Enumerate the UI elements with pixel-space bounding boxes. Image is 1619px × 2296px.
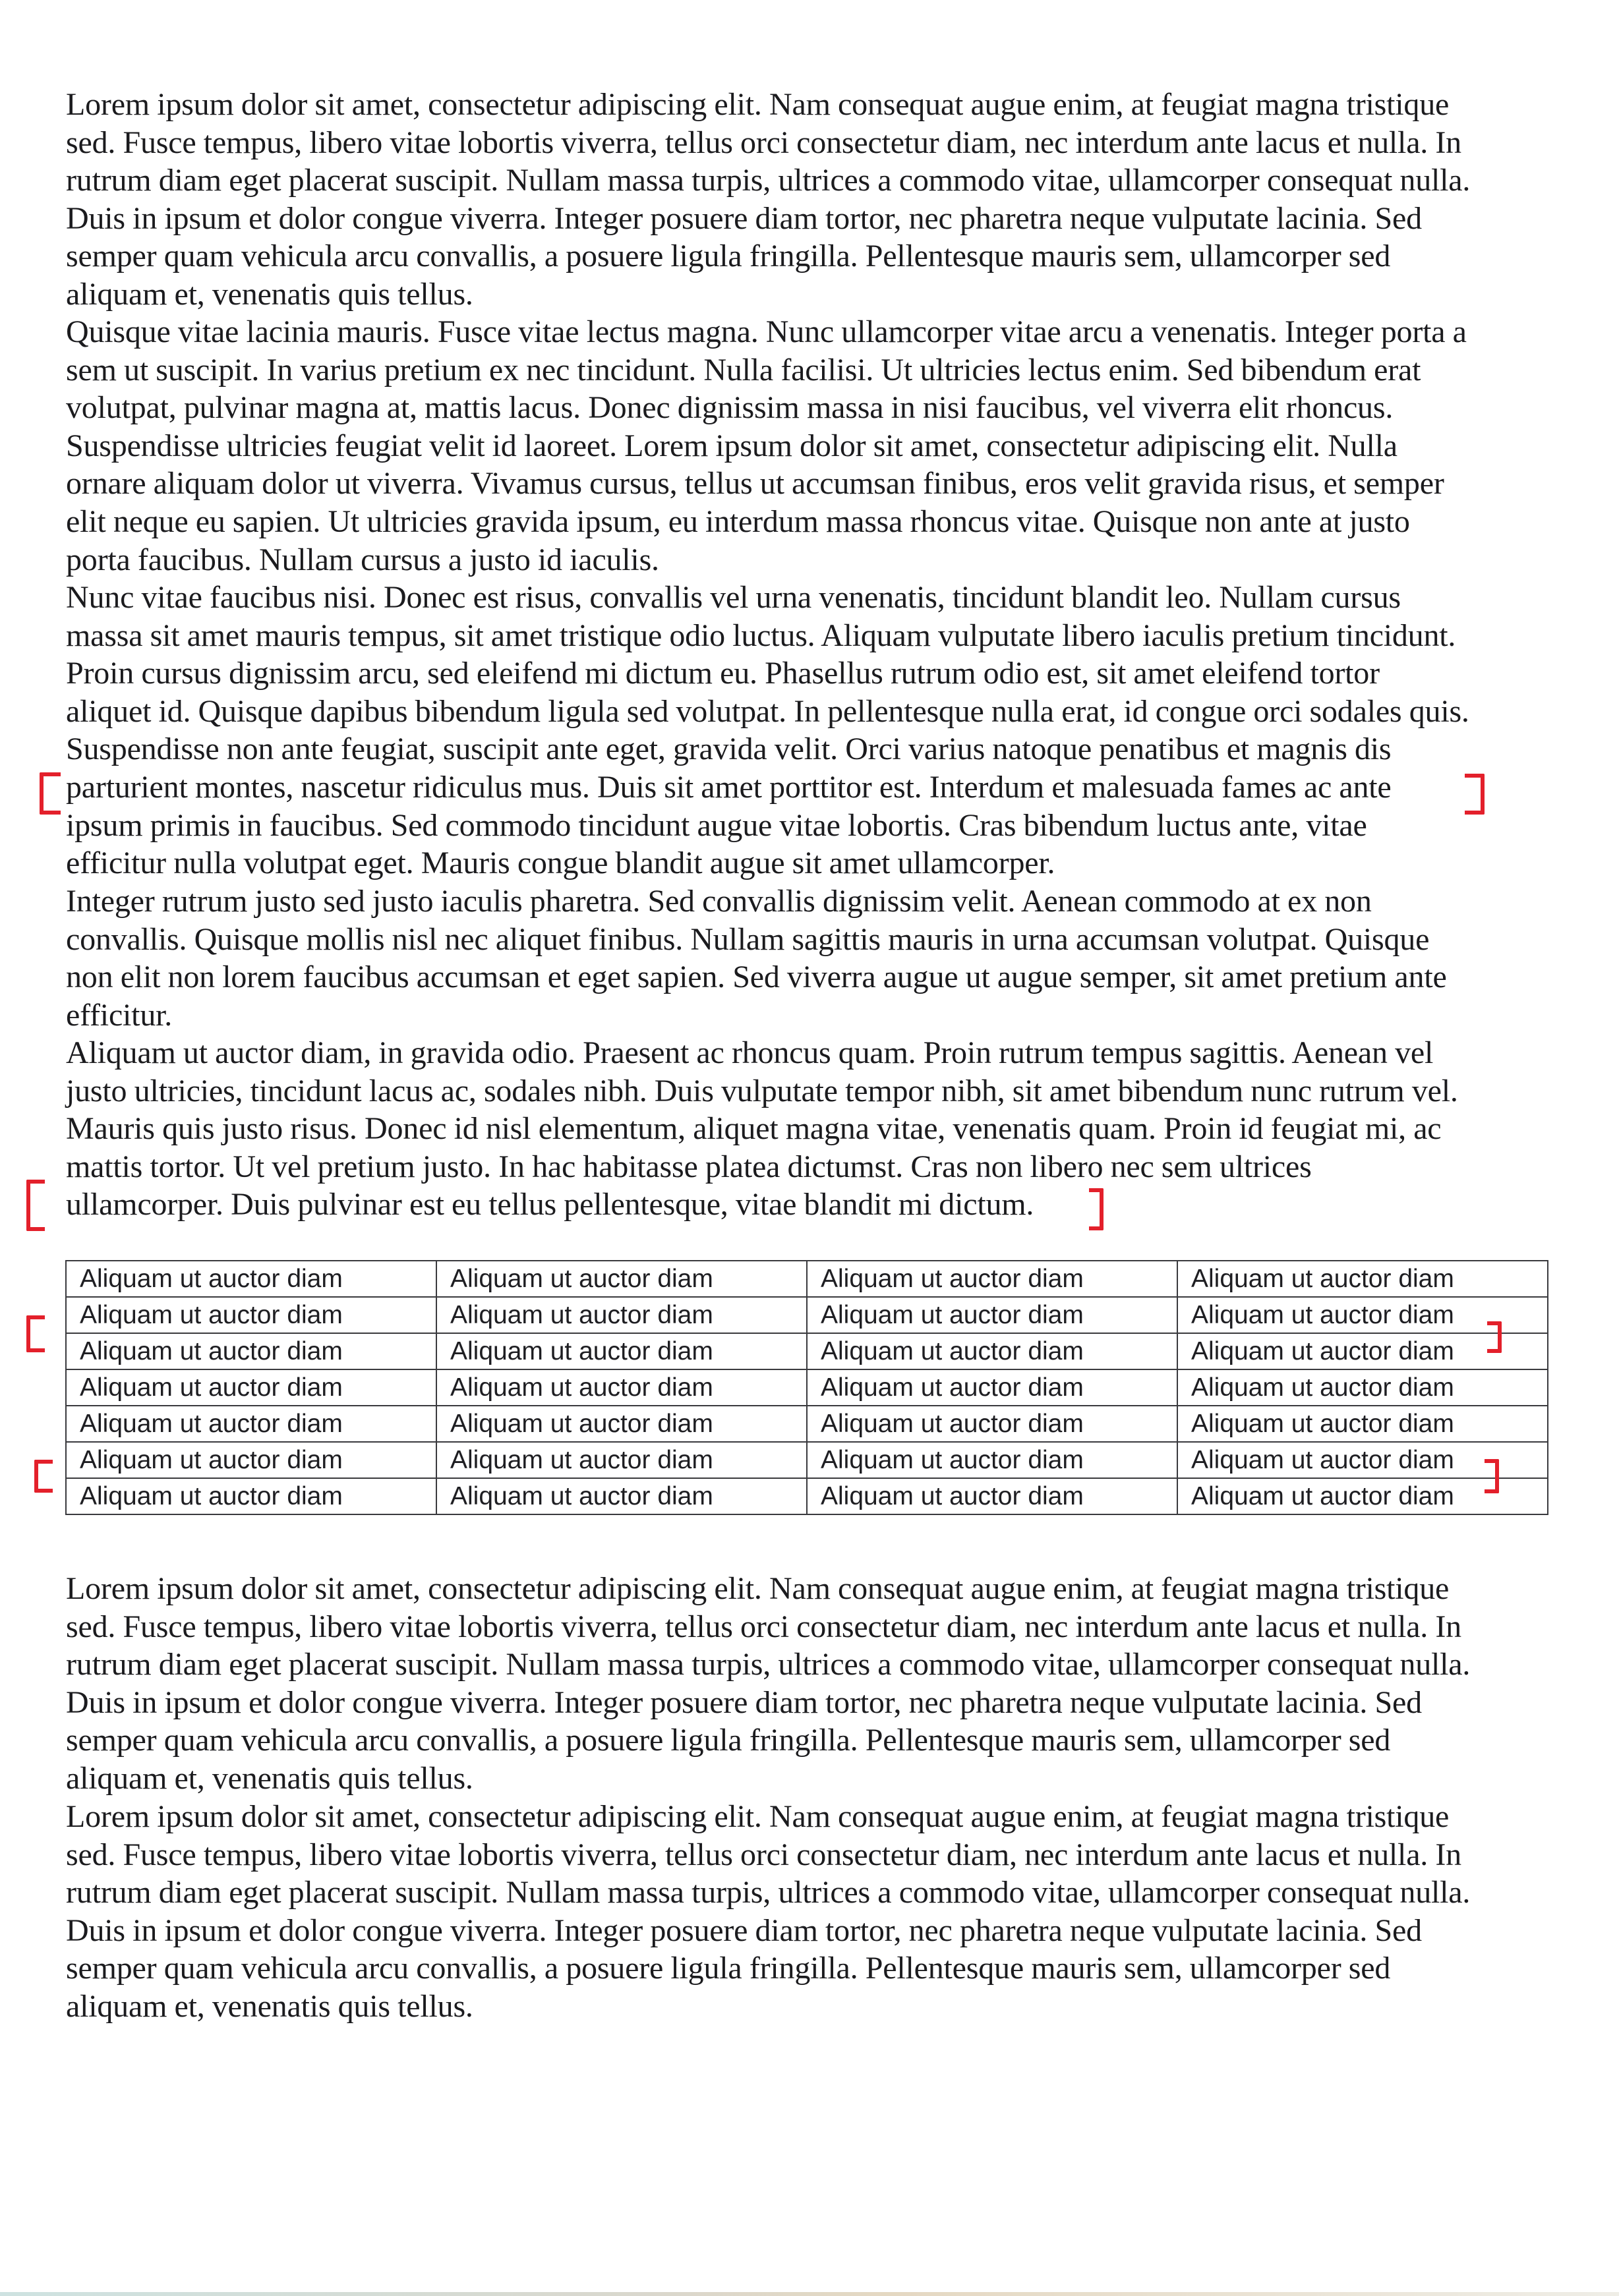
- table-row: [66, 1406, 1548, 1442]
- text-line: semper quam vehicula arcu convallis, a posuere ligula fringilla. Pellentesque mauris sem, ullamcorper sed: [66, 1723, 1391, 1758]
- table-cell: Aliquam ut auctor diam: [66, 1478, 436, 1514]
- table-cell: Aliquam ut auctor diam: [436, 1406, 807, 1442]
- right-bracket-mark-icon: [1487, 1321, 1502, 1353]
- table-cell: Aliquam ut auctor diam: [66, 1369, 436, 1406]
- table-cell: Aliquam ut auctor diam: [436, 1333, 807, 1369]
- text-line: sed. Fusce tempus, libero vitae lobortis viverra, tellus orci consectetur diam, nec interdum ante lacus et nulla. In: [66, 1609, 1461, 1644]
- text-line: ipsum primis in faucibus. Sed commodo tincidunt augue vitae lobortis. Cras bibendum luctus ante, vitae: [66, 807, 1367, 843]
- table-cell: Aliquam ut auctor diam: [807, 1297, 1177, 1333]
- table-row: [66, 1478, 1548, 1514]
- right-bracket-mark-icon: [1465, 774, 1485, 815]
- table-cell: Aliquam ut auctor diam: [807, 1478, 1177, 1514]
- text-line: rutrum diam eget placerat suscipit. Nullam massa turpis, ultrices a commodo vitae, ullamcorper consequat nulla.: [66, 1647, 1471, 1682]
- text-line: porta faucibus. Nullam cursus a justo id iaculis.: [66, 542, 659, 577]
- table-row: [66, 1333, 1548, 1369]
- text-line: ornare aliquam dolor ut viverra. Vivamus cursus, tellus ut accumsan finibus, eros velit gravida risus, et semper: [66, 466, 1444, 502]
- table-cell: Aliquam ut auctor diam: [1177, 1333, 1548, 1369]
- text-line: aliquam et, venenatis quis tellus.: [66, 1988, 473, 2024]
- paragraph-3: [66, 579, 1582, 882]
- table-cell: Aliquam ut auctor diam: [66, 1297, 436, 1333]
- table-cell: Aliquam ut auctor diam: [1177, 1406, 1548, 1442]
- text-line: sed. Fusce tempus, libero vitae lobortis viverra, tellus orci consectetur diam, nec interdum ante lacus et nulla. In: [66, 1837, 1461, 1872]
- text-line: efficitur nulla volutpat eget. Mauris congue blandit augue sit amet ullamcorper.: [66, 846, 1055, 881]
- text-line: Lorem ipsum dolor sit amet, consectetur adipiscing elit. Nam consequat augue enim, at feugiat magna tristique: [66, 1571, 1450, 1606]
- paragraph-4: [66, 882, 1582, 1034]
- text-line: rutrum diam eget placerat suscipit. Nullam massa turpis, ultrices a commodo vitae, ullamcorper consequat nulla.: [66, 163, 1471, 198]
- text-line: Quisque vitae lacinia mauris. Fusce vitae lectus magna. Nunc ullamcorper vitae arcu a venenatis. Integer porta a: [66, 314, 1467, 349]
- text-line: Proin cursus dignissim arcu, sed eleifend mi dictum eu. Phasellus rutrum odio est, sit amet eleifend tortor: [66, 656, 1380, 691]
- table-row: [66, 1297, 1548, 1333]
- text-line: parturient montes, nascetur ridiculus mus. Duis sit amet porttitor est. Interdum et malesuada fames ac ante: [66, 769, 1392, 805]
- table-cell: Aliquam ut auctor diam: [436, 1261, 807, 1297]
- text-line: Aliquam ut auctor diam, in gravida odio. Praesent ac rhoncus quam. Proin rutrum tempus sagittis. Aenean vel: [66, 1035, 1434, 1070]
- text-line: Duis in ipsum et dolor congue viverra. Integer posuere diam tortor, nec pharetra neque vulputate lacinia. Sed: [66, 200, 1422, 236]
- text-line: Duis in ipsum et dolor congue viverra. Integer posuere diam tortor, nec pharetra neque vulputate lacinia. Sed: [66, 1912, 1422, 1948]
- table-row: [66, 1442, 1548, 1478]
- text-line: ullamcorper. Duis pulvinar est eu tellus pellentesque, vitae blandit mi dictum.: [66, 1187, 1034, 1222]
- right-bracket-mark-icon: [1089, 1188, 1104, 1230]
- scan-edge-artifact: [0, 2292, 1619, 2296]
- text-line: rutrum diam eget placerat suscipit. Nullam massa turpis, ultrices a commodo vitae, ullamcorper consequat nulla.: [66, 1875, 1471, 1910]
- text-line: Suspendisse ultricies feugiat velit id laoreet. Lorem ipsum dolor sit amet, consectetur adipiscing elit. Nulla: [66, 428, 1398, 463]
- text-line: massa sit amet mauris tempus, sit amet tristique odio luctus. Aliquam vulputate libero iaculis pretium tincidunt.: [66, 617, 1456, 653]
- left-bracket-mark-icon: [40, 772, 61, 815]
- table-cell: Aliquam ut auctor diam: [807, 1406, 1177, 1442]
- table-cell: Aliquam ut auctor diam: [1177, 1369, 1548, 1406]
- text-line: aliquam et, venenatis quis tellus.: [66, 1760, 473, 1796]
- text-line: Suspendisse non ante feugiat, suscipit ante eget, gravida velit. Orci varius natoque penatibus et magnis dis: [66, 732, 1392, 767]
- table-cell: Aliquam ut auctor diam: [1177, 1261, 1548, 1297]
- left-bracket-mark-icon: [26, 1180, 45, 1231]
- table-cell: Aliquam ut auctor diam: [1177, 1442, 1548, 1478]
- paragraph-6: [66, 1570, 1582, 1798]
- text-line: semper quam vehicula arcu convallis, a posuere ligula fringilla. Pellentesque mauris sem, ullamcorper sed: [66, 239, 1391, 274]
- right-bracket-mark-icon: [1485, 1459, 1499, 1493]
- text-line: sem ut suscipit. In varius pretium ex nec tincidunt. Nulla facilisi. Ut ultricies lectus enim. Sed bibendum erat: [66, 352, 1421, 387]
- paragraph-5: [66, 1034, 1582, 1224]
- text-line: efficitur.: [66, 997, 173, 1033]
- paragraph-7: [66, 1798, 1582, 2026]
- left-bracket-mark-icon: [34, 1460, 53, 1493]
- text-line: Nunc vitae faucibus nisi. Donec est risus, convallis vel urna venenatis, tincidunt blandit leo. Nullam cursus: [66, 580, 1401, 615]
- table-cell: Aliquam ut auctor diam: [436, 1369, 807, 1406]
- text-line: Integer rutrum justo sed justo iaculis pharetra. Sed convallis dignissim velit. Aenean commodo at ex non: [66, 884, 1372, 919]
- table-cell: Aliquam ut auctor diam: [66, 1442, 436, 1478]
- text-line: Mauris quis justo risus. Donec id nisl elementum, aliquet magna vitae, venenatis quam. Proin id feugiat mi, ac: [66, 1111, 1442, 1147]
- table-cell: Aliquam ut auctor diam: [807, 1369, 1177, 1406]
- paragraph-1: [66, 86, 1582, 314]
- table-cell: Aliquam ut auctor diam: [1177, 1297, 1548, 1333]
- table-cell: Aliquam ut auctor diam: [66, 1261, 436, 1297]
- text-line: justo ultricies, tincidunt lacus ac, sodales nibh. Duis vulputate tempor nibh, sit amet bibendum nunc rutrum vel.: [66, 1073, 1458, 1108]
- text-line: volutpat, pulvinar magna at, mattis lacus. Donec dignissim massa in nisi faucibus, vel viverra elit rhoncus.: [66, 390, 1394, 426]
- table-cell: Aliquam ut auctor diam: [807, 1442, 1177, 1478]
- table-cell: Aliquam ut auctor diam: [66, 1406, 436, 1442]
- data-table: [65, 1260, 1548, 1515]
- table-cell: Aliquam ut auctor diam: [436, 1478, 807, 1514]
- paragraph-2: [66, 313, 1582, 579]
- table-cell: Aliquam ut auctor diam: [1177, 1478, 1548, 1514]
- text-line: non elit non lorem faucibus accumsan et eget sapien. Sed viverra augue ut augue semper, sit amet pretium ante: [66, 960, 1447, 995]
- text-line: elit neque eu sapien. Ut ultricies gravida ipsum, eu interdum massa rhoncus vitae. Quisque non ante at justo: [66, 503, 1410, 539]
- text-line: aliquet id. Quisque dapibus bibendum ligula sed volutpat. In pellentesque nulla erat, id congue orci sodales quis.: [66, 693, 1469, 729]
- table-cell: Aliquam ut auctor diam: [436, 1297, 807, 1333]
- table-cell: Aliquam ut auctor diam: [807, 1261, 1177, 1297]
- text-line: aliquam et, venenatis quis tellus.: [66, 276, 473, 312]
- left-bracket-mark-icon: [26, 1315, 45, 1352]
- text-line: sed. Fusce tempus, libero vitae lobortis viverra, tellus orci consectetur diam, nec interdum ante lacus et nulla. In: [66, 125, 1461, 160]
- table-cell: Aliquam ut auctor diam: [436, 1442, 807, 1478]
- text-line: semper quam vehicula arcu convallis, a posuere ligula fringilla. Pellentesque mauris sem, ullamcorper sed: [66, 1951, 1391, 1986]
- text-line: mattis tortor. Ut vel pretium justo. In hac habitasse platea dictumst. Cras non libero nec sem ultrices: [66, 1149, 1312, 1184]
- text-line: Lorem ipsum dolor sit amet, consectetur adipiscing elit. Nam consequat augue enim, at feugiat magna tristique: [66, 1799, 1450, 1834]
- text-line: Lorem ipsum dolor sit amet, consectetur adipiscing elit. Nam consequat augue enim, at feugiat magna tristique: [66, 87, 1450, 122]
- text-line: Duis in ipsum et dolor congue viverra. Integer posuere diam tortor, nec pharetra neque vulputate lacinia. Sed: [66, 1684, 1422, 1720]
- text-line: convallis. Quisque mollis nisl nec aliquet finibus. Nullam sagittis mauris in urna accumsan volutpat. Quisque: [66, 921, 1430, 957]
- table-cell: Aliquam ut auctor diam: [66, 1333, 436, 1369]
- table-row: [66, 1369, 1548, 1406]
- table-cell: Aliquam ut auctor diam: [807, 1333, 1177, 1369]
- table-row: [66, 1261, 1548, 1297]
